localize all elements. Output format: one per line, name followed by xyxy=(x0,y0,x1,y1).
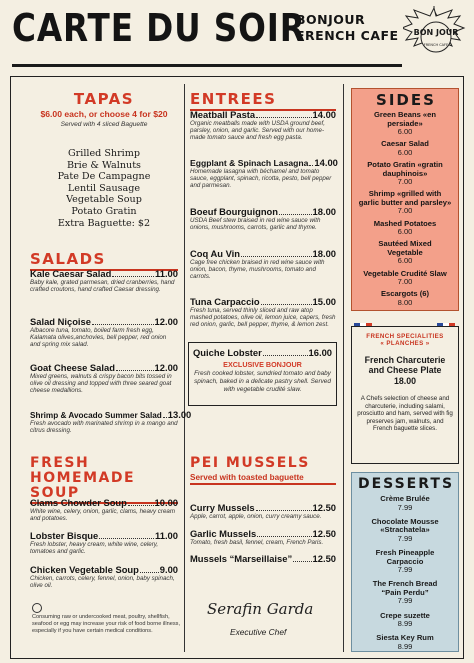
mussels-rule xyxy=(190,483,336,485)
desserts-title: DESSERTS xyxy=(357,476,455,492)
menu-header xyxy=(0,0,474,72)
menu-item-name: Kale Caesar Salad 11.00 xyxy=(30,268,178,279)
menu-item-name: Meatball Pasta 14.00 xyxy=(190,109,336,120)
menu-item-name: Tuna Carpaccio 15.00 xyxy=(190,296,336,307)
menu-item-name: Eggplant & Spinach Lasagna 14.00 xyxy=(190,157,338,168)
salad-item xyxy=(30,362,178,395)
list-item: Siesta Key Rum 8.99 xyxy=(376,633,434,651)
sides-box xyxy=(351,88,459,311)
list-item: Extra Baguette: $2 xyxy=(57,217,151,229)
menu-item-desc: Homemade lasagna with béchamel and tomato sauce, eggplant, spinach, ricotta, pesto, bell pepper and parmesan. xyxy=(190,168,332,190)
soup-item xyxy=(30,497,178,522)
menu-item-desc: Fresh avocado with marinated shrimp in a mango and citrus dressing. xyxy=(30,420,178,435)
menu-item-name: Chicken Vegetable Soup 9.00 xyxy=(30,564,178,575)
menu-item-name: Lobster Bisque 11.00 xyxy=(30,530,178,541)
entree-item xyxy=(190,109,336,142)
menu-item-name: Salad Niçoise 12.00 xyxy=(30,316,178,327)
menu-item-desc: USDA Beef stew braised in red wine sauce with onions, mushrooms, carrots, garlic and thyme. xyxy=(190,217,321,232)
list-item: Vegetable Crudité Slaw 7.00 xyxy=(363,268,447,287)
specialities-item: French Charcuterie and Cheese Plate 18.00 xyxy=(364,355,446,386)
menu-item-name: Boeuf Bourguignon 18.00 xyxy=(190,206,336,217)
list-item: Caesar Salad 6.00 xyxy=(381,139,429,157)
menu-item-desc: Fresh cooked lobster, sundried tomato and baby spinach, baked in a delicate pastry shell. Served with vegetable crudité slaw. xyxy=(194,370,331,393)
bonjour-logo xyxy=(403,4,469,68)
salad-item xyxy=(30,316,178,349)
column-divider-2 xyxy=(343,84,344,652)
logo-small-text: FRENCH CAFE xyxy=(423,43,449,47)
list-item: Mashed Potatoes 6.00 xyxy=(373,218,437,237)
entrees-title: ENTREES xyxy=(190,90,277,108)
list-item: Pate De Campagne xyxy=(57,171,151,183)
menu-item-desc: Organic meatballs made with USDA ground beef, parsley, onion, and garlic. Served with our home-made tomato sauce and fresh egg pasta. xyxy=(190,120,325,142)
list-item: Potato Gratin xyxy=(71,205,137,217)
entree-item xyxy=(190,296,336,329)
salad-item xyxy=(30,268,178,293)
list-item: Fresh Pineapple Carpaccio 7.99 xyxy=(375,547,435,575)
list-item: Crepe suzette 8.99 xyxy=(380,610,430,629)
menu-item-desc: Tomato, fresh basil, fennel, cream, French Paris. xyxy=(190,539,324,546)
mussels-section xyxy=(190,456,336,485)
specialities-heading: FRENCH SPECIALITIES « PLANCHES » xyxy=(366,333,444,348)
specialities-desc: A Chefs selection of cheese and charcuterie, including salami, prosciutto and ham, served with fig preserves jam, walnuts, and French baguette slices. xyxy=(357,395,453,433)
menu-item-desc: Fresh tuna, served thinly sliced and raw atop mashed potatoes, olive oil, lemon juice, capers, fresh red onion, garlic, bell pepper, thyme, & lemon zest. xyxy=(190,307,336,329)
menu-item-desc: Baby kale, grated parmesan, dried cranberries, hand crafted croutons, hand crafted Caesar dressing. xyxy=(30,279,175,294)
menu-item-name: Goat Cheese Salad 12.00 xyxy=(30,362,178,373)
entrees-section xyxy=(190,90,336,111)
menu-item-desc: Cage free chicken braised in red wine sauce with onion, bacon, thyme, mushrooms, tomato and carrots. xyxy=(190,259,325,281)
soup-item xyxy=(30,530,178,555)
menu-item-desc: Chicken, carrots, celery, fennel, onion, baby spinach, olive oil. xyxy=(30,575,175,590)
list-item: Lentil Sausage xyxy=(67,182,141,194)
mussel-item xyxy=(190,528,336,546)
entree-item xyxy=(190,157,336,190)
consumer-advisory: Consuming raw or undercooked meat, poultry, shellfish, seafood or egg may increase your risk of food borne illness, especially if you have certain medical conditions. xyxy=(32,614,181,634)
menu-item-name: Curry Mussels 12.50 xyxy=(190,502,336,513)
cafe-name-line2: FRENCH CAFE xyxy=(296,28,399,43)
salads-title: SALADS xyxy=(30,250,106,268)
menu-title: CARTE DU SOIR xyxy=(12,6,306,50)
column-divider-1 xyxy=(184,84,185,652)
menu-item-name: Coq Au Vin 18.00 xyxy=(190,248,336,259)
cafe-name-line1: BONJOUR xyxy=(296,12,366,27)
desserts-list xyxy=(352,495,458,657)
list-item: Sautéed Mixed Vegetable 6.00 xyxy=(378,239,432,266)
mussels-subtitle: Served with toasted baguette xyxy=(190,473,304,482)
mussel-item xyxy=(190,553,336,564)
list-item: Brie & Walnuts xyxy=(67,159,141,171)
menu-item-name: Shrimp & Avocado Summer Salad 13.00 xyxy=(30,409,192,420)
list-item: Escargots (6) 8.00 xyxy=(380,289,430,307)
specialities-box xyxy=(351,326,459,464)
menu-item-name: Quiche Lobster 16.00 xyxy=(193,347,332,358)
menu-item-desc: Albacore tuna, tomato, boiled farm fresh egg, Kalamata olives,anchovies, bell pepper, red onion and spring mix salad. xyxy=(30,327,167,349)
list-item: Green Beans «en persiade» 6.00 xyxy=(373,110,437,137)
list-item: Shrimp «grilled with garlic butter and parsley» 7.00 xyxy=(358,189,452,216)
sides-title: SIDES xyxy=(376,91,436,109)
sides-list xyxy=(352,111,458,311)
logo-text: BON JOUR xyxy=(413,28,459,37)
list-item: Chocolate Mousse «Strachatela» 7.99 xyxy=(371,516,439,543)
menu-item-name: Clams Chowder Soup 10.00 xyxy=(30,497,178,508)
tapas-offer: $6.00 each, or choose 4 for $20 xyxy=(40,109,168,119)
chef-title: Executive Chef xyxy=(230,627,287,637)
chef-signature: Serafin Garda xyxy=(207,600,314,618)
list-item: Potato Gratin «gratin dauphinois» 7.00 xyxy=(367,159,443,187)
list-item: Grilled Shrimp xyxy=(68,148,140,159)
menu-item-desc: Mixed greens, walnuts & crispy bacon bits tossed in olive oil dressing and topped with three seared goat cheese medallions. xyxy=(30,373,172,395)
soups-title: FRESH HOMEMADE SOUP xyxy=(30,455,136,501)
list-item: Vegetable Soup xyxy=(66,194,142,206)
desserts-box xyxy=(351,472,459,652)
menu-item-desc: Fresh lobster, heavy cream, white wine, celery, tomatoes and garlic. xyxy=(30,541,159,556)
entree-item xyxy=(190,206,336,231)
tapas-list xyxy=(30,148,178,229)
tapas-note: Served with 4 sliced Baguette xyxy=(60,121,148,128)
tapas-title: TAPAS xyxy=(73,90,135,108)
menu-item-desc: Apple, carrot, apple, onion, curry creamy sauce. xyxy=(190,513,322,520)
soup-item xyxy=(30,564,178,589)
list-item: Crème Brulée 7.99 xyxy=(380,494,430,512)
mussels-title: PEI MUSSELS xyxy=(190,455,310,471)
cafe-name xyxy=(296,12,399,44)
warning-icon xyxy=(32,603,42,613)
special-tag: EXCLUSIVE BONJOUR xyxy=(223,360,302,369)
salad-item xyxy=(30,409,192,435)
list-item: The French Bread “Pain Perdu” 7.99 xyxy=(372,579,438,606)
menu-item-name: Mussels “Marseillaise” 12.50 xyxy=(190,553,336,564)
menu-item-name: Garlic Mussels 12.50 xyxy=(190,528,336,539)
special-box xyxy=(188,342,337,406)
mussel-item xyxy=(190,502,336,520)
entree-item xyxy=(190,248,336,281)
header-rule xyxy=(12,64,402,67)
menu-item-desc: White wine, celery, onion, garlic, clams, heavy cream and potatoes. xyxy=(30,508,176,523)
